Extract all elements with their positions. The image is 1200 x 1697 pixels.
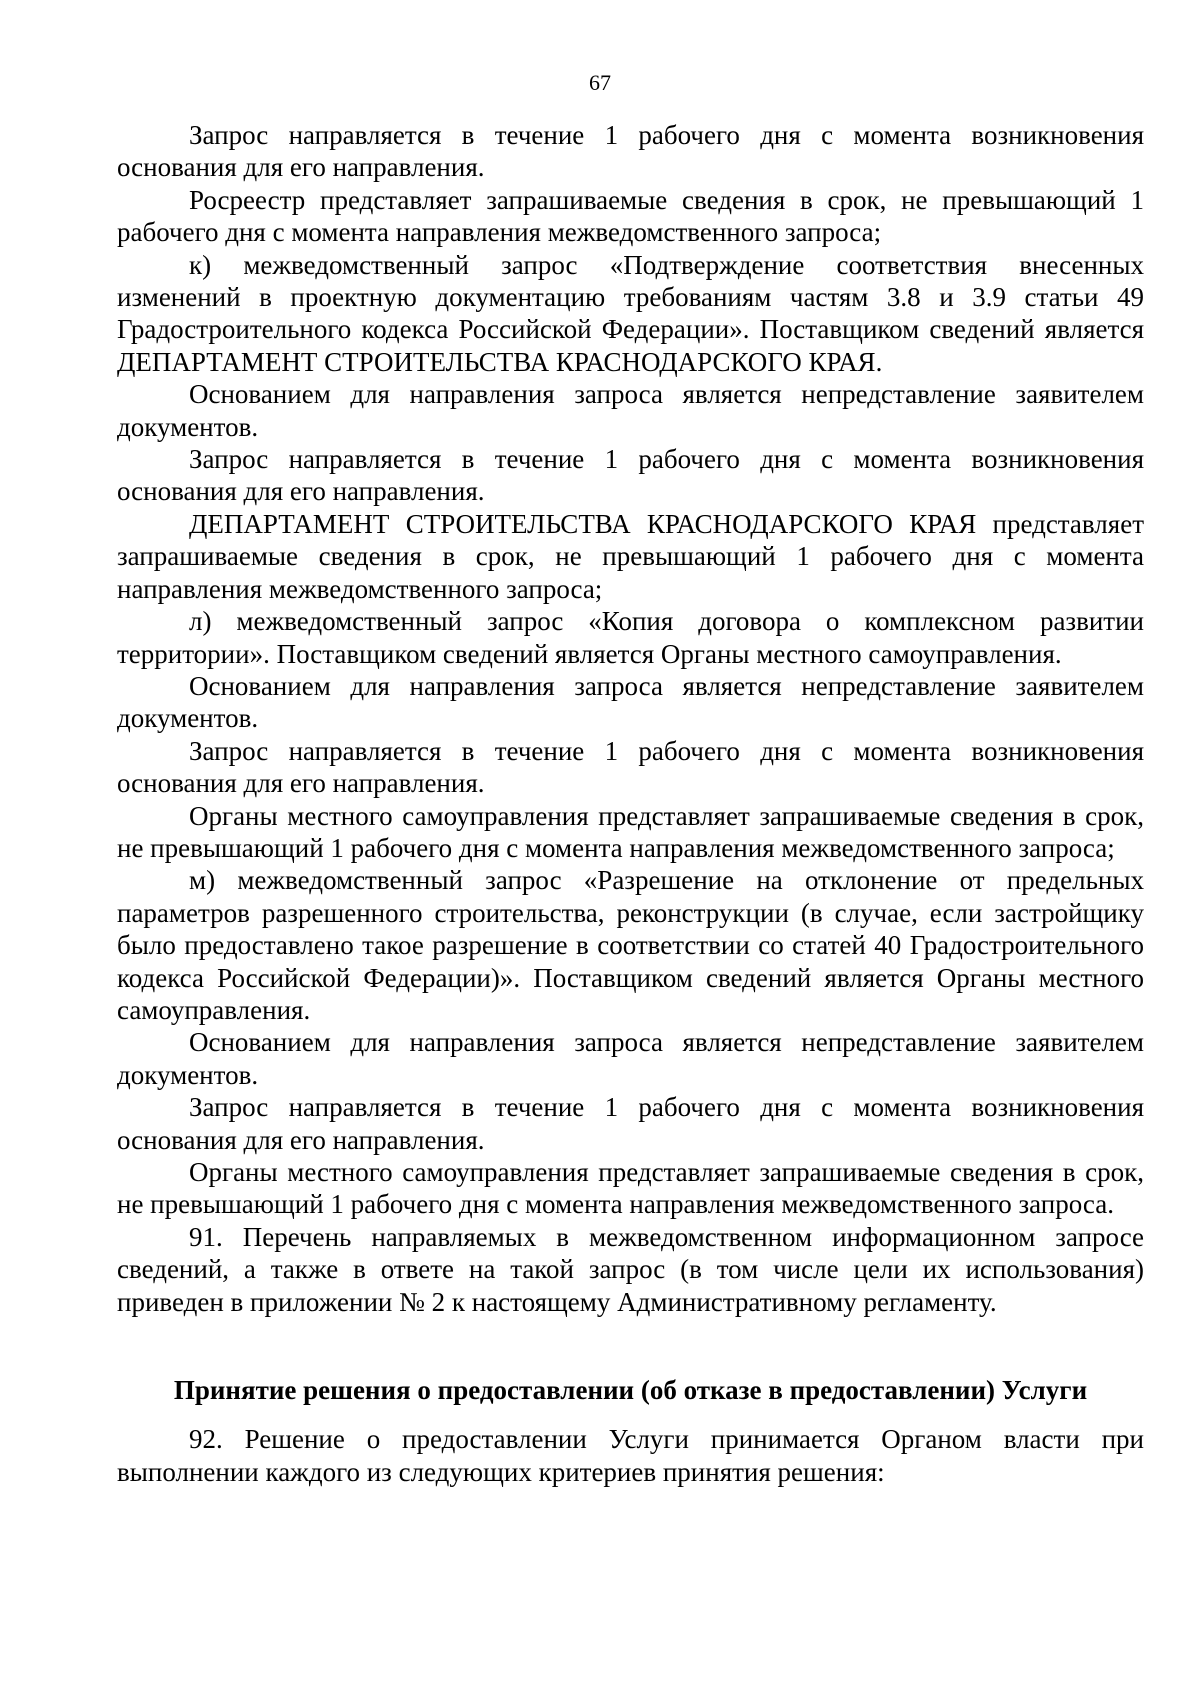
paragraph: ДЕПАРТАМЕНТ СТРОИТЕЛЬСТВА КРАСНОДАРСКОГО КРАЯ представляет запрашиваемые сведения в срок, не превышающий 1 рабочего дня с момента направления межведомственного запроса; [117,508,1144,604]
paragraph-clause-91: 91. Перечень направляемых в межведомственном информационном запросе сведений, а также в ответе на такой запрос (в том числе цели их использования) приведен в приложении № 2 к настоящему Административному регламенту. [117,1221,1144,1317]
section-heading: Принятие решения о предоставлении (об отказе в предоставлении) Услуги [173,1375,1088,1406]
paragraph-item-l: л) межведомственный запрос «Копия договора о комплексном развитии территории». Поставщиком сведений является Органы местного самоуправления. [117,606,1144,669]
page-number: 67 [589,70,611,95]
paragraph: Основанием для направления запроса является непредставление заявителем документов. [117,670,1144,734]
paragraph: Органы местного самоуправления представляет запрашиваемые сведения в срок, не превышающий 1 рабочего дня с момента направления межведомственного запроса. [117,1157,1144,1220]
paragraph: Запрос направляется в течение 1 рабочего дня с момента возникновения основания для его направления. [117,120,1144,183]
paragraph: Запрос направляется в течение 1 рабочего дня с момента возникновения основания для его направления. [117,1092,1144,1155]
paragraph: Основанием для направления запроса является непредставление заявителем документов. [117,379,1144,442]
paragraph: Органы местного самоуправления представляет запрашиваемые сведения в срок, не превышающий 1 рабочего дня с момента направления межведомственного запроса; [117,800,1144,863]
paragraph: Росреестр представляет запрашиваемые сведения в срок, не превышающий 1 рабочего дня с момента направления межведомственного запроса; [117,184,1144,248]
document-body [117,119,1144,1488]
paragraph-item-m: м) межведомственный запрос «Разрешение на отклонение от предельных параметров разрешенного строительства, реконструкции (в случае, если застройщику было предоставлено такое разрешение в соответствии со статей 40 Градостроительного кодекса Российской Федерации)». Поставщиком сведений является Органы местного самоуправления. [117,865,1144,1025]
paragraph: Запрос направляется в течение 1 рабочего дня с момента возникновения основания для его направления. [117,444,1144,507]
paragraph-clause-92: 92. Решение о предоставлении Услуги принимается Органом власти при выполнении каждого из следующих критериев принятия решения: [117,1424,1144,1487]
paragraph: Основанием для направления запроса является непредставление заявителем документов. [117,1027,1144,1090]
paragraph: Запрос направляется в течение 1 рабочего дня с момента возникновения основания для его направления. [117,735,1144,799]
paragraph-item-k: к) межведомственный запрос «Подтверждение соответствия внесенных изменений в проектную документацию требованиям частям 3.8 и 3.9 статьи 49 Градостроительного кодекса Российской Федерации». Поставщиком сведений является ДЕПАРТАМЕНТ СТРОИТЕЛЬСТВА КРАСНОДАРСКОГО КРАЯ. [117,249,1144,377]
